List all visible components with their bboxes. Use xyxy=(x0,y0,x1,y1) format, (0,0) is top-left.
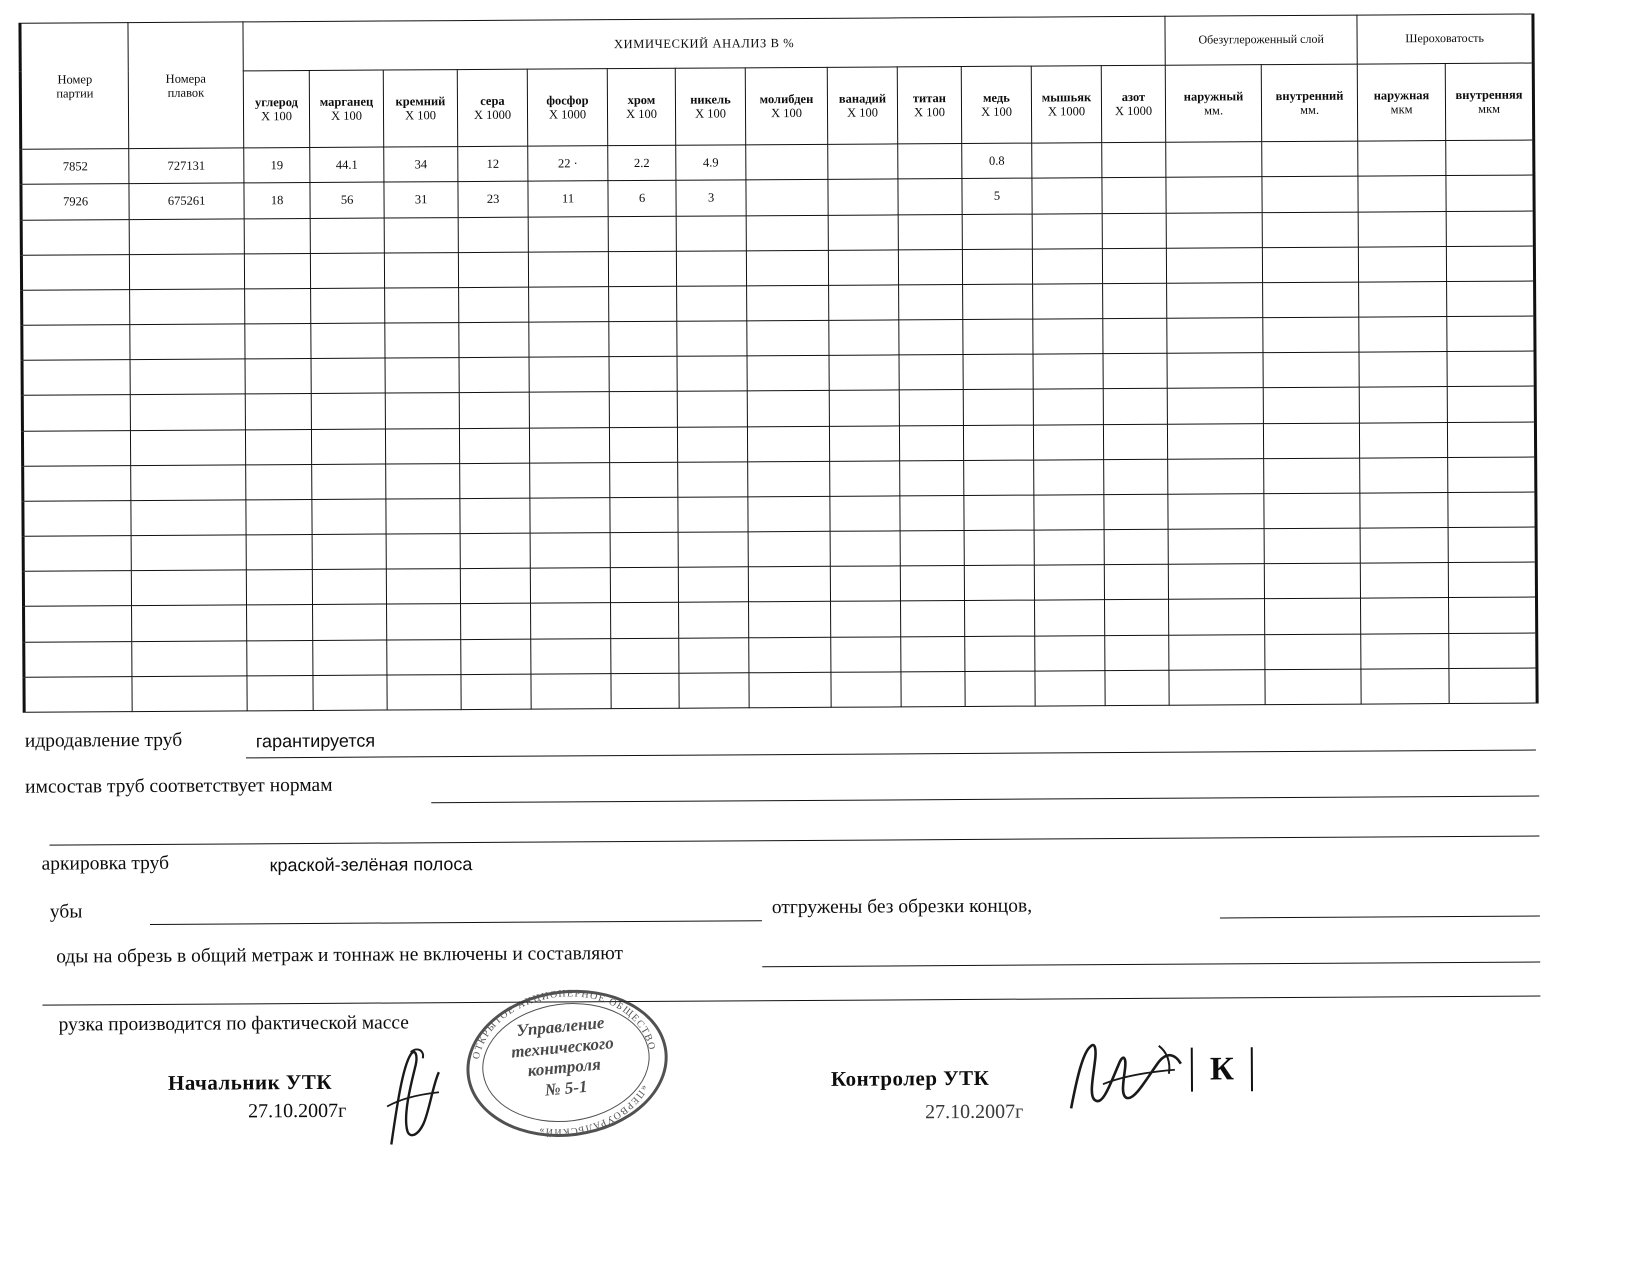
cell-value: 0.8 xyxy=(962,143,1032,179)
document-footer xyxy=(1,707,1632,1266)
col-nickel: никель X 100 xyxy=(675,67,745,145)
pipes-label: убы xyxy=(49,901,83,923)
pipes-value: отгружены без обрезки концов, xyxy=(771,895,1033,919)
col-silicon: кремний X 100 xyxy=(383,69,457,147)
official-round-stamp xyxy=(449,973,684,1150)
handwritten-signature-right xyxy=(1063,1038,1193,1119)
cell-value: 2.2 xyxy=(608,145,676,181)
col-inner-roughness: внутренняя мкм xyxy=(1445,63,1533,141)
chem-composition-label: имсостав труб соответствует нормам xyxy=(25,774,333,798)
cell-value: 44.1 xyxy=(310,147,384,183)
cell-value: 5 xyxy=(962,178,1032,214)
cell-value xyxy=(828,144,898,180)
cell-value xyxy=(1102,142,1166,178)
signature-left-title: Начальник УТК xyxy=(167,1069,333,1095)
hydro-pressure-rule xyxy=(246,750,1536,759)
cell-value xyxy=(1262,176,1358,212)
cell-value: 22 · xyxy=(528,146,608,182)
cell-heats: 675261 xyxy=(129,183,244,219)
cell-value: 18 xyxy=(244,183,310,219)
cell-value: 34 xyxy=(384,147,458,183)
hydro-pressure-value: гарантируется xyxy=(255,730,376,752)
cell-value xyxy=(1166,142,1262,178)
col-carbon: углерод X 100 xyxy=(243,70,309,148)
header-party-number: Номер партии xyxy=(20,23,129,150)
header-heat-numbers: Номера плавок xyxy=(128,22,244,149)
cell-value xyxy=(1446,175,1534,211)
col-copper: медь X 100 xyxy=(961,66,1031,144)
cell-value: 23 xyxy=(458,182,528,218)
cell-value xyxy=(746,180,828,216)
cell-value: 19 xyxy=(244,148,310,184)
col-inner-layer: внутренний мм. xyxy=(1261,64,1357,142)
signature-right-title: Контролер УТК xyxy=(830,1065,990,1091)
cell-value xyxy=(746,145,828,181)
cell-value xyxy=(828,179,898,215)
cell-value xyxy=(1166,177,1262,213)
cell-value xyxy=(1262,141,1358,177)
cell-value xyxy=(1358,141,1446,177)
signature-right-date: 27.10.2007г xyxy=(925,1100,1024,1124)
cell-value xyxy=(1032,178,1102,214)
svg-text:ОТКРЫТОЕ АКЦИОНЕРНОЕ ОБЩЕСТВ: ОТКРЫТОЕ АКЦИОНЕРНОЕ ОБЩЕСТВО xyxy=(470,988,658,1061)
inspector-mark: К xyxy=(1209,1051,1234,1088)
col-chromium: хром X 100 xyxy=(607,68,675,146)
cell-value: 3 xyxy=(676,180,746,216)
svg-text:«ПЕРВОУРАЛЬСКИЙ»: «ПЕРВОУРАЛЬСКИЙ» xyxy=(537,1082,651,1138)
col-vanadium: ванадий X 100 xyxy=(827,67,897,145)
cell-value xyxy=(1446,140,1534,176)
pipes-rule-right xyxy=(1220,915,1540,918)
cell-value: 31 xyxy=(384,182,458,218)
cell-value: 6 xyxy=(608,181,676,217)
table-column-header-row xyxy=(20,63,1534,150)
cell-value: 4.9 xyxy=(676,145,746,181)
stamp-line-2: технического xyxy=(510,1032,615,1062)
cell-party: 7852 xyxy=(21,149,129,185)
cell-party: 7926 xyxy=(21,184,129,220)
cell-value xyxy=(1102,178,1166,214)
handwritten-signature-left xyxy=(381,1044,452,1154)
chem-composition-rule xyxy=(431,795,1539,803)
col-phosphorus: фосфор X 1000 xyxy=(527,68,607,146)
loading-label: рузка производится по фактической массе xyxy=(58,1012,409,1036)
inspector-mark-box xyxy=(1191,1047,1253,1091)
cell-heats: 727131 xyxy=(129,148,244,184)
chemical-analysis-table xyxy=(18,14,1527,713)
cell-value xyxy=(898,144,962,180)
stamp-line-3: контроля xyxy=(526,1054,602,1081)
cell-value xyxy=(1358,176,1446,212)
header-decarburized-layer: Обезуглероженный слой xyxy=(1165,15,1357,65)
col-outer-layer: наружный мм. xyxy=(1165,64,1261,142)
col-sulfur: сера X 1000 xyxy=(457,69,527,147)
col-arsenic: мышьяк X 1000 xyxy=(1031,65,1101,143)
cell-value: 11 xyxy=(528,181,608,217)
marking-value: краской-зелёная полоса xyxy=(269,854,473,876)
marking-label: аркировка труб xyxy=(41,852,170,875)
hydro-pressure-label: идродавление труб xyxy=(24,729,183,752)
col-outer-roughness: наружная мкм xyxy=(1357,63,1445,141)
signature-left-date: 27.10.2007г xyxy=(248,1099,347,1123)
cell-value: 12 xyxy=(458,146,528,182)
cutoff-rule xyxy=(762,961,1540,967)
header-roughness: Шероховатость xyxy=(1357,14,1533,64)
col-titanium: титан X 100 xyxy=(897,66,961,144)
cell-value xyxy=(898,179,962,215)
divider-rule xyxy=(42,995,1540,1005)
cell-value: 56 xyxy=(310,182,384,218)
stamp-line-4: № 5-1 xyxy=(544,1076,589,1100)
pipes-rule xyxy=(150,920,762,925)
stamp-line-1: Управление xyxy=(515,1012,606,1041)
cell-value xyxy=(1032,143,1102,179)
blank-rule xyxy=(49,835,1539,845)
header-chemical-analysis: ХИМИЧЕСКИЙ АНАЛИЗ В % xyxy=(243,16,1165,70)
col-nitrogen: азот X 1000 xyxy=(1101,65,1166,143)
col-molybdenum: молибден X 100 xyxy=(745,67,827,145)
cutoff-label: оды на обрезь в общий метраж и тоннаж не включены и составляют xyxy=(56,943,624,968)
col-manganese: марганец X 100 xyxy=(309,70,383,148)
